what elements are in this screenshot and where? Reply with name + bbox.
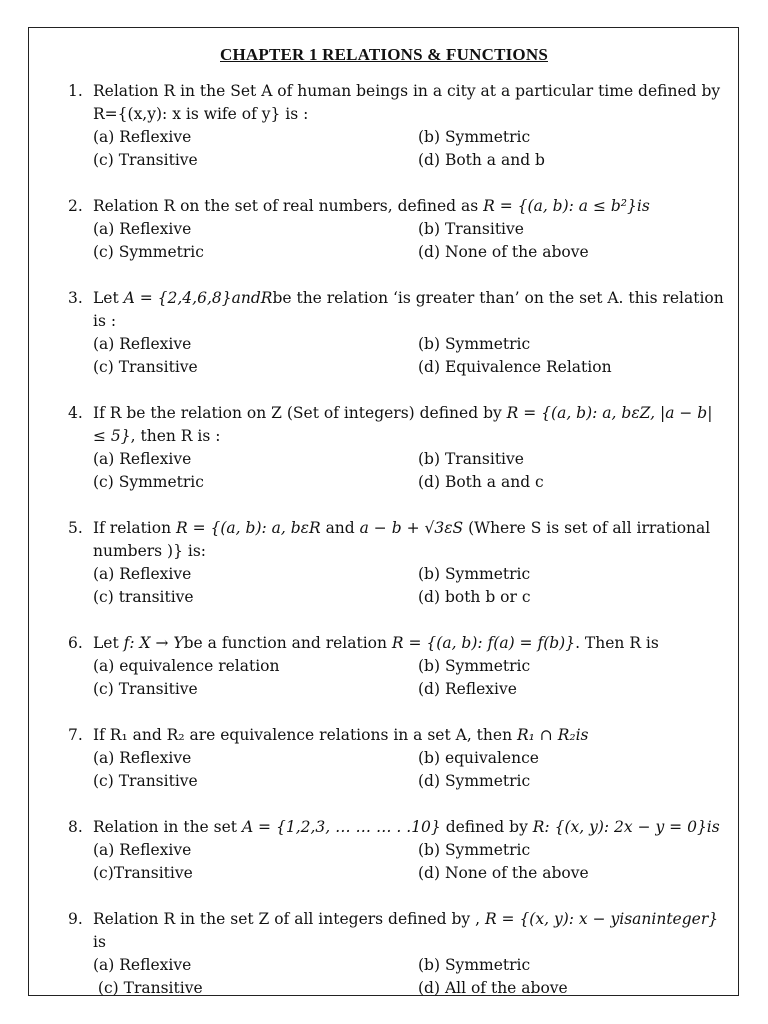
- question-text-part: Let: [93, 634, 124, 652]
- option-c: (c) Transitive: [93, 772, 198, 790]
- option-d: (d) Symmetric: [418, 772, 531, 790]
- question-3: [68, 287, 728, 379]
- options: [68, 954, 728, 1000]
- math-expression: A = {1,2,3, … … … . .10}: [241, 818, 441, 836]
- option-d: (d) None of the above: [418, 243, 589, 261]
- question-4: [68, 402, 728, 494]
- question-text-part: Relation in the set: [93, 818, 242, 836]
- options: [68, 839, 728, 885]
- option-b: (b) Symmetric: [418, 841, 531, 859]
- math-expression: R = {(a, b): f(a) = f(b)}: [391, 634, 576, 652]
- question-number: 3.: [68, 289, 83, 307]
- question-number: 6.: [68, 634, 83, 652]
- question-text-part: be a function and relation: [183, 634, 392, 652]
- question-number: 7.: [68, 726, 83, 744]
- option-b: (b) Transitive: [418, 220, 524, 238]
- option-d: (d) Reflexive: [418, 680, 517, 698]
- question-text: [93, 724, 728, 747]
- option-a: (a) Reflexive: [93, 956, 192, 974]
- option-c: (c) Transitive: [93, 151, 198, 169]
- option-a: (a) Reflexive: [93, 128, 192, 146]
- option-a: (a) Reflexive: [93, 565, 192, 583]
- option-d: (d) All of the above: [418, 979, 568, 997]
- option-a: (a) Reflexive: [93, 450, 192, 468]
- math-expression: A = {2,4,6,8}andR: [123, 289, 273, 307]
- question-number: 1.: [68, 82, 83, 100]
- question-2: [68, 195, 728, 264]
- option-a: (a) equivalence relation: [93, 657, 280, 675]
- question-text: [93, 195, 728, 218]
- question-text-part: If relation: [93, 519, 176, 537]
- option-c: (c) Symmetric: [93, 243, 204, 261]
- option-b: (b) Symmetric: [418, 956, 531, 974]
- math-expression: R = {(x, y): x − yisaninteger}: [484, 910, 719, 928]
- question-number: 2.: [68, 197, 83, 215]
- math-expression: a − b + √3εS: [359, 519, 464, 537]
- math-expression: R: {(x, y): 2x − y = 0}is: [532, 818, 720, 836]
- option-b: (b) equivalence: [418, 749, 539, 767]
- question-text-part: If R₁ and R₂ are equivalence relations in a set A, then: [93, 726, 517, 744]
- options: [68, 333, 728, 379]
- question-text: [93, 632, 728, 655]
- options: [68, 448, 728, 494]
- option-c: (c) Symmetric: [93, 473, 204, 491]
- question-8: [68, 816, 728, 885]
- option-d: (d) None of the above: [418, 864, 589, 882]
- options: [68, 747, 728, 793]
- question-text-part: be the relation ‘is greater than’ on the set A. this relation is :: [93, 289, 724, 330]
- question-text-part: is: [93, 933, 106, 951]
- question-text: [93, 816, 728, 839]
- question-7: [68, 724, 728, 793]
- option-a: (a) Reflexive: [93, 841, 192, 859]
- question-text-part: . Then R is: [575, 634, 659, 652]
- option-b: (b) Transitive: [418, 450, 524, 468]
- question-list: [68, 80, 728, 1023]
- option-d: (d) Equivalence Relation: [418, 358, 612, 376]
- math-expression: f: X → Y: [123, 634, 184, 652]
- question-number: 5.: [68, 519, 83, 537]
- math-expression: R = {(a, b): a, bεZ, |a − b| ≤ 5}: [93, 404, 713, 445]
- options: [68, 218, 728, 264]
- question-text: Relation R in the Set A of human beings in a city at a particular time defined by R={(x,y): x is wife of y} is :: [93, 82, 721, 123]
- options: [68, 126, 728, 172]
- question-6: [68, 632, 728, 701]
- option-c: (c) Transitive: [93, 680, 198, 698]
- option-d: (d) both b or c: [418, 588, 531, 606]
- question-text-part: , then R is :: [130, 427, 221, 445]
- question-text-part: Relation R in the set Z of all integers defined by ,: [93, 910, 485, 928]
- question-number: 9.: [68, 910, 83, 928]
- question-text: [93, 402, 728, 448]
- option-b: (b) Symmetric: [418, 565, 531, 583]
- question-text-part: and: [320, 519, 360, 537]
- question-text-part: Let: [93, 289, 124, 307]
- question-text-part: (Where S is set of all irrational numbers )} is:: [93, 519, 711, 560]
- math-expression: R = {(a, b): a ≤ b²}is: [483, 197, 650, 215]
- math-expression: R = {(a, b): a, bεR: [176, 519, 321, 537]
- question-text: [93, 517, 728, 563]
- options: [68, 655, 728, 701]
- option-a: (a) Reflexive: [93, 749, 192, 767]
- option-c: (c) Transitive: [93, 358, 198, 376]
- question-text: [93, 287, 728, 333]
- question-5: [68, 517, 728, 609]
- option-c: (c) transitive: [93, 588, 194, 606]
- option-b: (b) Symmetric: [418, 128, 531, 146]
- option-c: (c) Transitive: [93, 979, 203, 997]
- question-number: 8.: [68, 818, 83, 836]
- option-b: (b) Symmetric: [418, 657, 531, 675]
- question-text: [93, 908, 728, 954]
- option-c: (c)Transitive: [93, 864, 193, 882]
- chapter-title: CHAPTER 1 RELATIONS & FUNCTIONS: [220, 45, 548, 64]
- math-expression: R₁ ∩ R₂is: [516, 726, 589, 744]
- option-a: (a) Reflexive: [93, 220, 192, 238]
- option-d: (d) Both a and c: [418, 473, 544, 491]
- question-text-part: defined by: [440, 818, 533, 836]
- question-text-part: If R be the relation on Z (Set of integers) defined by: [93, 404, 507, 422]
- question-text-part: Relation R on the set of real numbers, defined as: [93, 197, 484, 215]
- question-number: 4.: [68, 404, 83, 422]
- question-9: [68, 908, 728, 1000]
- question-1: [68, 80, 728, 172]
- options: [68, 563, 728, 609]
- option-b: (b) Symmetric: [418, 335, 531, 353]
- option-a: (a) Reflexive: [93, 335, 192, 353]
- option-d: (d) Both a and b: [418, 151, 545, 169]
